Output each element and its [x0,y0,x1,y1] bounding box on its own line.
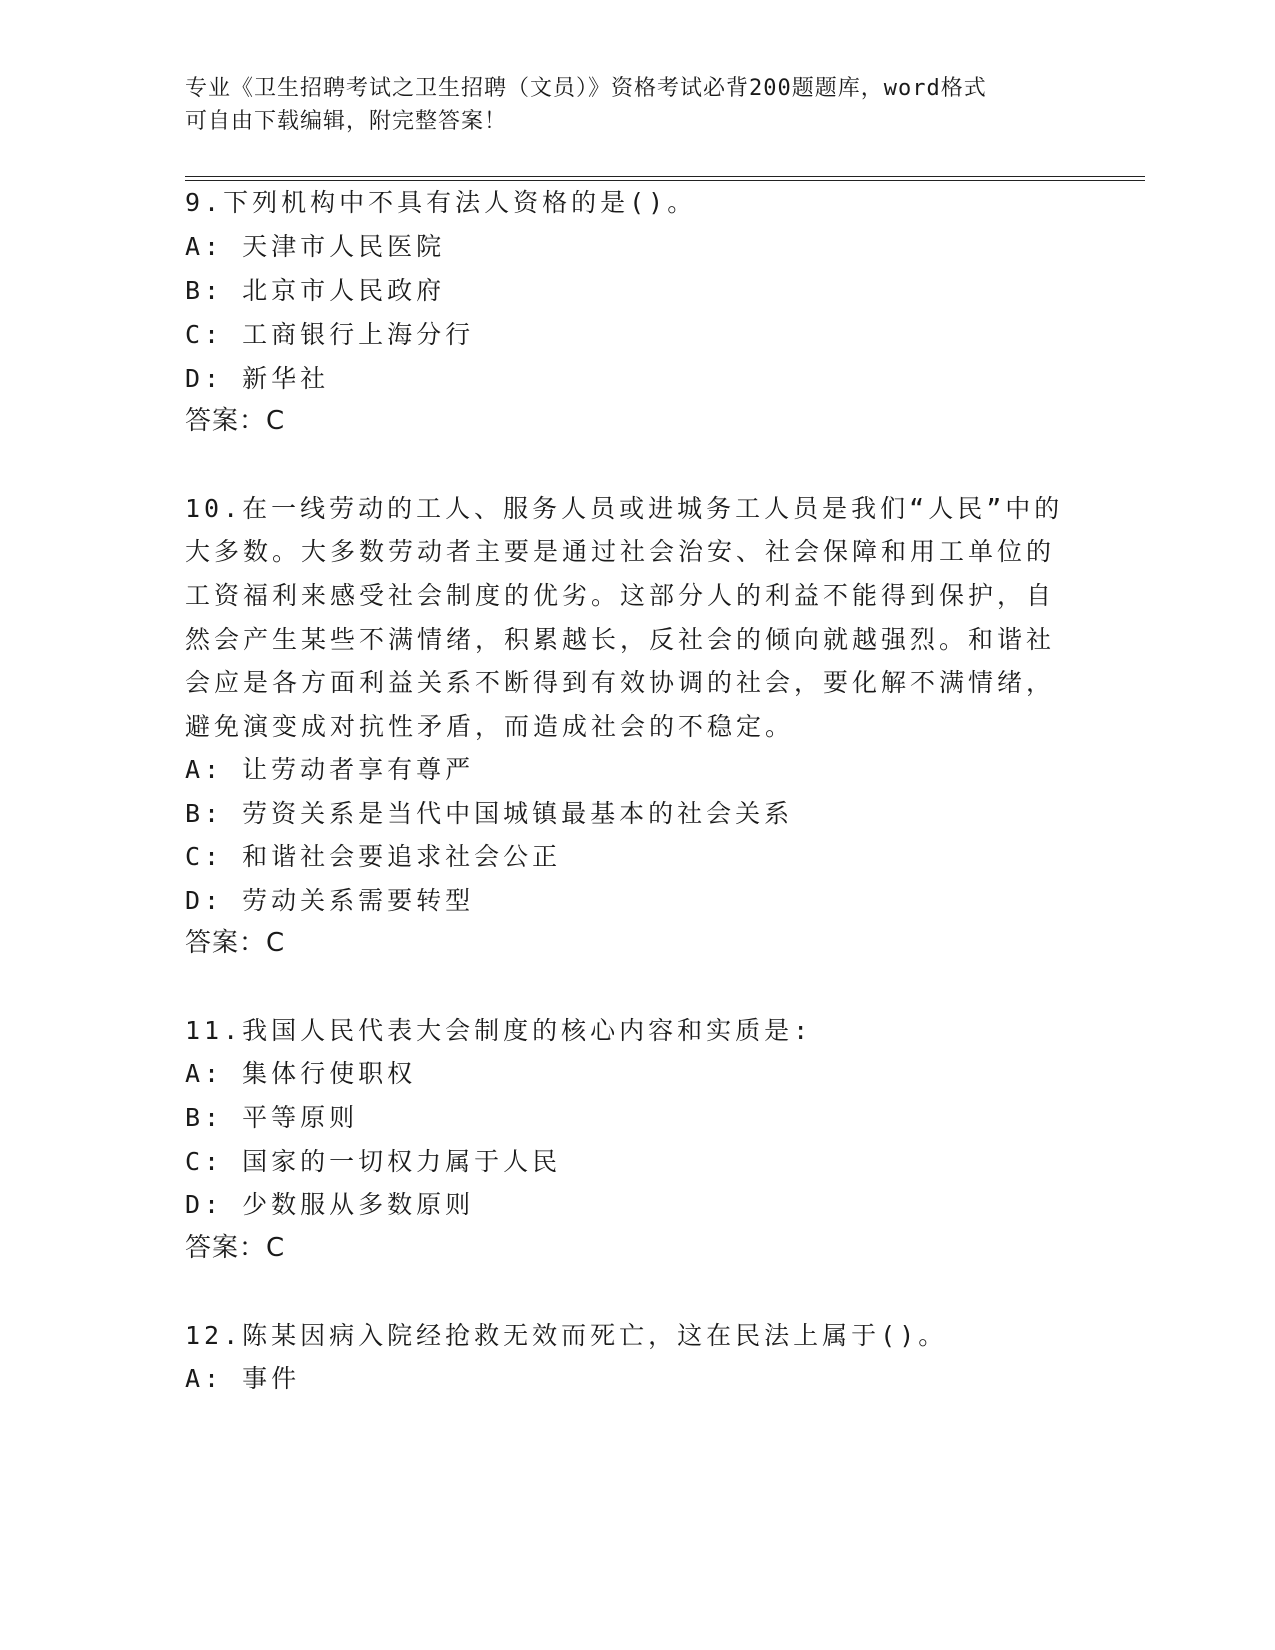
question-10-stem-line-3: 工资福利来感受社会制度的优劣。这部分人的利益不能得到保护，自 [185,581,1056,610]
header-line-2: 可自由下载编辑，附完整答案！ [185,109,508,134]
question-9-option-c: C: 工商银行上海分行 [185,320,475,349]
question-9-option-a: A: 天津市人民医院 [185,232,446,261]
question-12-option-a: A: 事件 [185,1364,301,1393]
header-line-1: 专业《卫生招聘考试之卫生招聘（文员）》资格考试必背200题题库，word格式 [185,76,987,101]
question-10-stem-line-5: 会应是各方面利益关系不断得到有效协调的社会，要化解不满情绪， [185,668,1056,697]
question-9-option-b: B: 北京市人民政府 [185,276,446,305]
question-10-option-a: A: 让劳动者享有尊严 [185,755,475,784]
question-11-option-c: C: 国家的一切权力属于人民 [185,1147,562,1176]
question-10-option-b: B: 劳资关系是当代中国城镇最基本的社会关系 [185,799,794,828]
question-9-answer: 答案：C [185,406,286,436]
question-10-stem-line-6: 避免演变成对抗性矛盾，而造成社会的不稳定。 [185,712,795,741]
question-10-stem-line-2: 大多数。大多数劳动者主要是通过社会治安、社会保障和用工单位的 [185,537,1056,566]
document-header [185,72,1065,138]
header-rule-bottom [185,180,1145,181]
question-9-stem: 9.下列机构中不具有法人资格的是()。 [185,188,697,217]
question-9-option-d: D: 新华社 [185,364,330,393]
question-11-answer: 答案：C [185,1233,286,1263]
question-11-option-d: D: 少数服从多数原则 [185,1190,475,1219]
question-10-stem-line-1: 10.在一线劳动的工人、服务人员或进城务工人员是我们“人民”中的 [185,494,1064,523]
question-12-stem: 12.陈某因病入院经抢救无效而死亡，这在民法上属于()。 [185,1321,948,1350]
question-11-stem: 11.我国人民代表大会制度的核心内容和实质是: [185,1016,813,1045]
question-11-option-a: A: 集体行使职权 [185,1059,417,1088]
header-rule-top [185,176,1145,177]
question-10-stem-line-4: 然会产生某些不满情绪，积累越长，反社会的倾向就越强烈。和谐社 [185,625,1056,654]
question-11-option-b: B: 平等原则 [185,1103,359,1132]
question-10-option-d: D: 劳动关系需要转型 [185,886,475,915]
question-10-option-c: C: 和谐社会要追求社会公正 [185,842,562,871]
question-10-answer: 答案：C [185,928,286,958]
